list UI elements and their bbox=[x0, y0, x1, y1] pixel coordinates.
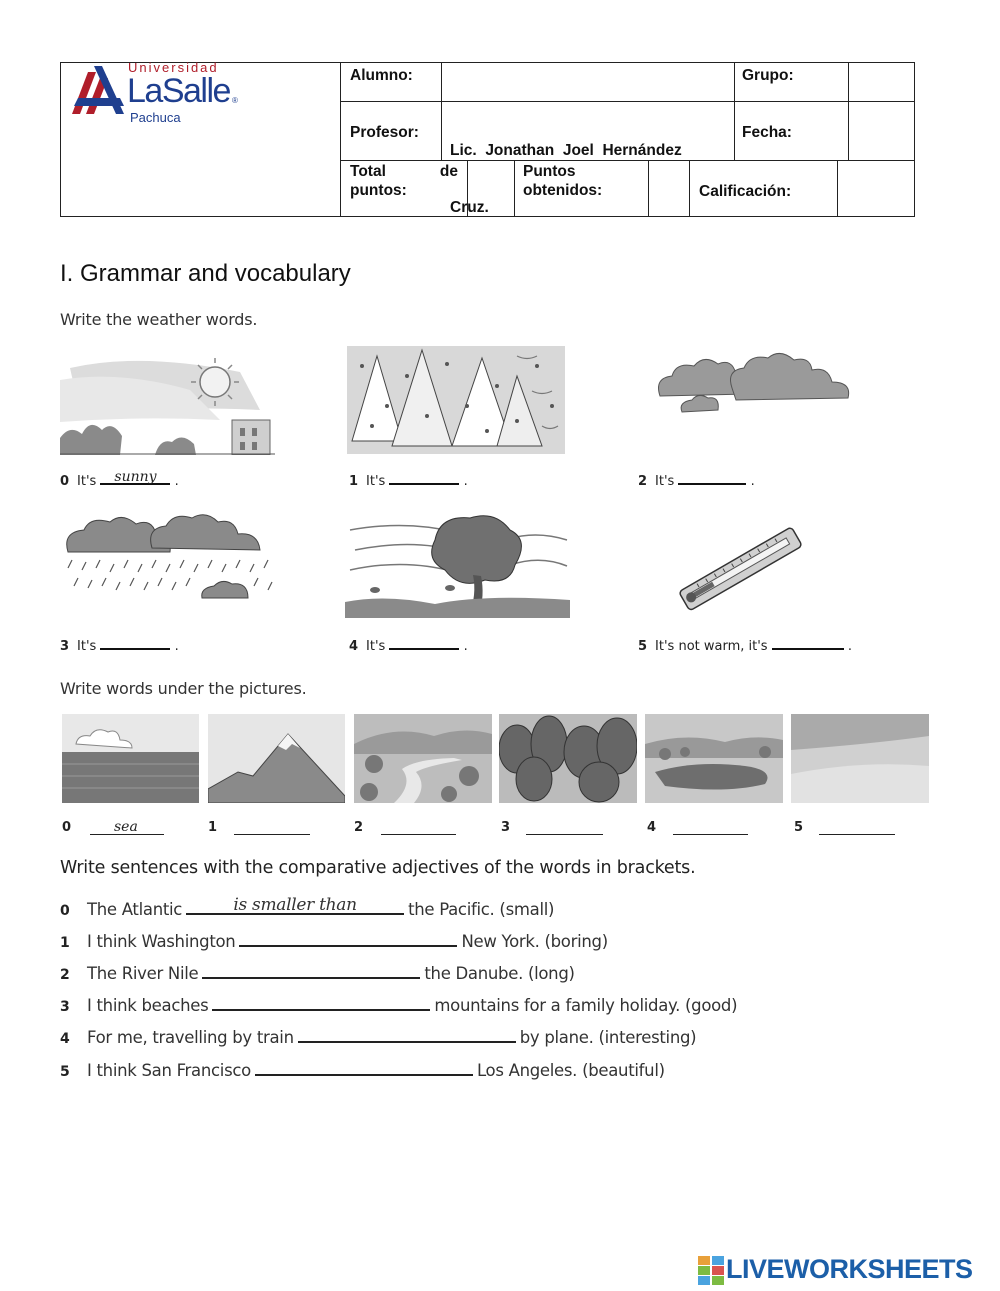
snowy-picture bbox=[347, 346, 565, 454]
beach-picture bbox=[791, 714, 929, 803]
logo-universidad: Universidad bbox=[128, 60, 219, 75]
mountain-picture bbox=[208, 714, 345, 803]
comparative-answer-4[interactable] bbox=[298, 1025, 516, 1043]
forest-picture bbox=[499, 714, 637, 803]
comparative-item-3: 3 I think beaches mountains for a family holiday. (good) bbox=[60, 993, 737, 1015]
logo-pachuca: Pachuca bbox=[130, 110, 181, 125]
weather-item-2: 2 It's . bbox=[638, 470, 755, 489]
liveworksheets-logo-icon bbox=[698, 1256, 724, 1286]
section-title: I. Grammar and vocabulary bbox=[60, 260, 351, 287]
comparatives-instruction: Write sentences with the comparative adjectives of the words in brackets. bbox=[60, 858, 696, 878]
weather-answer-0[interactable]: sunny bbox=[100, 470, 170, 485]
landscape-answer-2[interactable] bbox=[381, 834, 456, 835]
comparative-item-2: 2 The River Nile the Danube. (long) bbox=[60, 961, 575, 983]
weather-item-1: 1 It's . bbox=[349, 470, 468, 489]
comparative-answer-0[interactable]: is smaller than bbox=[186, 897, 404, 915]
weather-item-5: 5 It's not warm, it's . bbox=[638, 635, 852, 654]
windy-picture bbox=[345, 510, 570, 618]
fecha-label: Fecha: bbox=[742, 124, 792, 141]
logo-registered: ® bbox=[232, 96, 238, 105]
sunny-picture bbox=[60, 350, 275, 455]
comparative-item-0: 0 The Atlantic is smaller than the Pacific. (small) bbox=[60, 895, 555, 919]
calificacion-label: Calificación: bbox=[699, 183, 792, 200]
weather-answer-1[interactable] bbox=[389, 470, 459, 485]
cloudy-picture bbox=[652, 348, 857, 420]
weather-answer-4[interactable] bbox=[389, 635, 459, 650]
weather-item-4: 4 It's . bbox=[349, 635, 468, 654]
lasalle-logo-icon bbox=[68, 62, 128, 118]
river-picture bbox=[354, 714, 492, 803]
weather-answer-5[interactable] bbox=[772, 635, 844, 650]
puntos-obtenidos-label: Puntos obtenidos: bbox=[523, 163, 603, 199]
comparative-item-5: 5 I think San Francisco Los Angeles. (beautiful) bbox=[60, 1058, 665, 1080]
comparative-answer-3[interactable] bbox=[212, 993, 430, 1011]
grupo-label: Grupo: bbox=[742, 67, 794, 84]
sea-picture bbox=[62, 714, 199, 803]
comparative-item-4: 4 For me, travelling by train by plane. (interesting) bbox=[60, 1025, 696, 1047]
comparative-item-1: 1 I think Washington New York. (boring) bbox=[60, 929, 608, 951]
profesor-label: Profesor: bbox=[350, 124, 419, 141]
weather-instruction: Write the weather words. bbox=[60, 310, 258, 329]
profesor-name: Lic. Jonathan Joel Hernández Cruz. bbox=[450, 142, 682, 216]
weather-item-0: 0 It's sunny . bbox=[60, 469, 179, 489]
rainy-picture bbox=[62, 512, 282, 607]
weather-answer-2[interactable] bbox=[678, 470, 746, 485]
thermometer-picture bbox=[665, 522, 815, 614]
comparative-answer-2[interactable] bbox=[202, 961, 420, 979]
landscape-instruction: Write words under the pictures. bbox=[60, 679, 307, 698]
weather-item-3: 3 It's . bbox=[60, 635, 179, 654]
landscape-answer-5[interactable] bbox=[819, 834, 895, 835]
liveworksheets-brand: LIVEWORKSHEETS bbox=[726, 1254, 973, 1284]
total-de-puntos-label: Total de puntos: bbox=[350, 163, 458, 199]
landscape-answer-1[interactable] bbox=[234, 834, 310, 835]
landscape-answer-3[interactable] bbox=[526, 834, 603, 835]
lake-picture bbox=[645, 714, 783, 803]
landscape-answer-4[interactable] bbox=[673, 834, 748, 835]
alumno-label: Alumno: bbox=[350, 67, 413, 84]
comparative-answer-5[interactable] bbox=[255, 1058, 473, 1076]
weather-answer-3[interactable] bbox=[100, 635, 170, 650]
logo-lasalle: LaSalle bbox=[127, 72, 230, 110]
comparative-answer-1[interactable] bbox=[239, 929, 457, 947]
